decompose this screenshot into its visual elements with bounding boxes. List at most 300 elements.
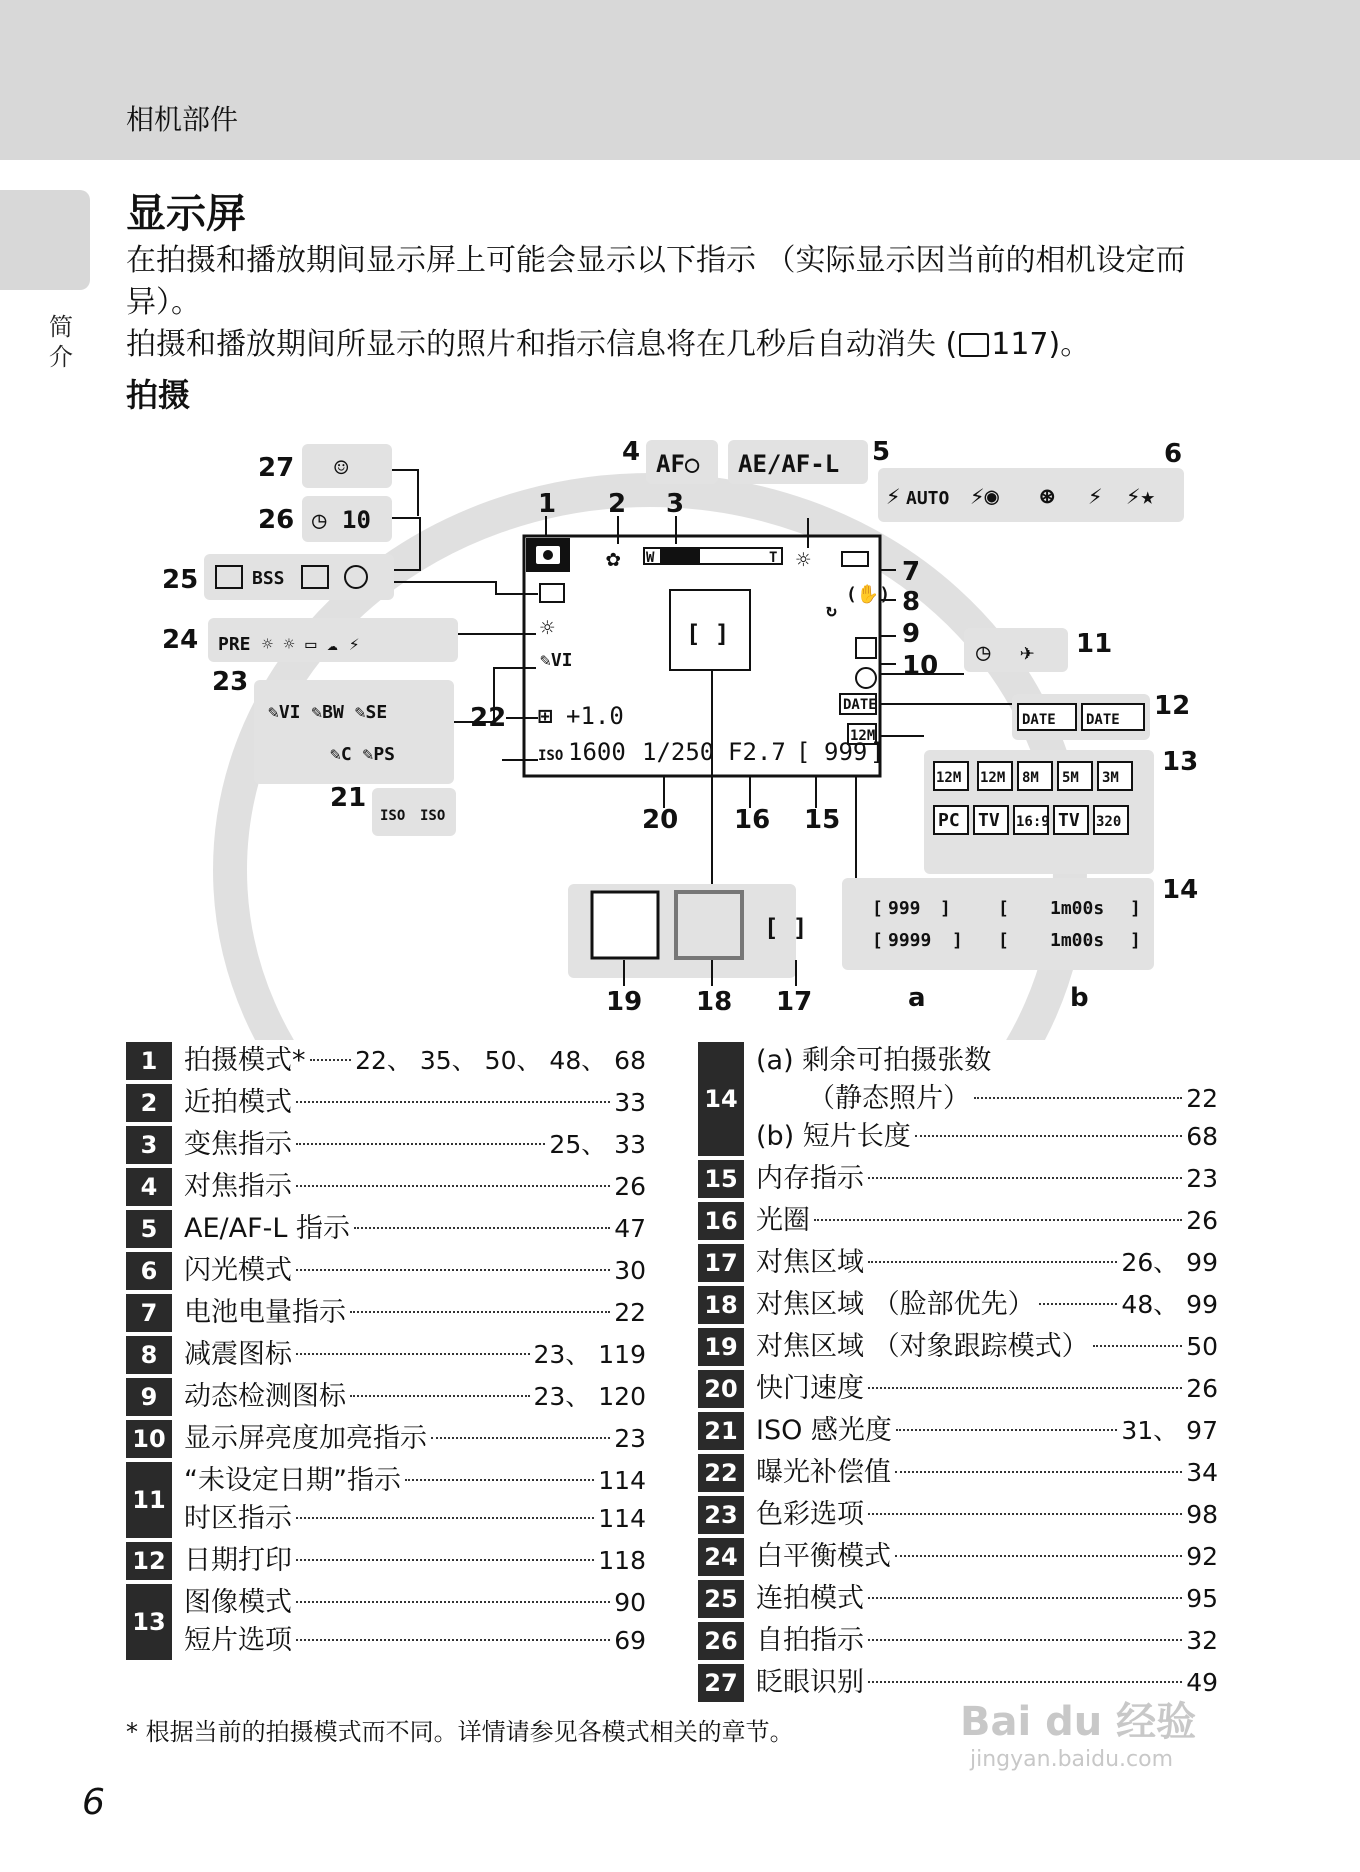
index-page-ref: 114 (598, 1466, 646, 1495)
index-line (184, 1378, 646, 1416)
index-label: 图像模式 (184, 1587, 292, 1618)
index-line (184, 1584, 646, 1622)
index-page-ref: 26、 99 (1121, 1248, 1218, 1277)
flash-auto-icon: ⚡ (886, 482, 901, 510)
dot-leader (296, 1559, 594, 1561)
index-entry-body (172, 1252, 646, 1290)
svg-text:W: W (646, 550, 655, 566)
index-number-badge: 3 (126, 1126, 172, 1164)
index-entry-body (172, 1584, 646, 1660)
dot-leader (296, 1353, 530, 1355)
index-line (756, 1454, 1218, 1492)
svg-text:24: 24 (162, 625, 199, 655)
time-zone-icon: ✈ (1020, 638, 1035, 666)
index-label: (a) 剩余可拍摄张数 (756, 1045, 992, 1076)
index-number-badge: 15 (698, 1160, 744, 1198)
index-number-badge: 24 (698, 1538, 744, 1576)
index-label: 对焦区域 （脸部优先） (756, 1289, 1035, 1320)
flash-auto-label: AUTO (906, 488, 950, 509)
index-line (184, 1210, 646, 1248)
index-row (126, 1542, 646, 1580)
index-number-badge: 23 (698, 1496, 744, 1534)
dot-leader (868, 1177, 1182, 1179)
index-page-ref: 26 (1186, 1206, 1218, 1235)
movie-length-internal: 1m00s (1050, 898, 1105, 919)
index-label: 光圈 (756, 1205, 810, 1236)
camera-mode-icon (526, 538, 570, 572)
index-entry-body (744, 1622, 1218, 1660)
index-label: 对焦区域 （对象跟踪模式） (756, 1331, 1089, 1362)
index-label: 自拍指示 (756, 1625, 864, 1656)
index-page-ref: 30 (614, 1256, 646, 1285)
svg-text:6: 6 (1164, 439, 1183, 469)
index-line (184, 1542, 646, 1580)
index-line (756, 1622, 1218, 1660)
dot-leader (868, 1513, 1182, 1515)
dot-leader (974, 1097, 1182, 1099)
dot-leader (915, 1135, 1182, 1137)
dot-leader (895, 1471, 1182, 1473)
image-mode-option: 12M (980, 770, 1006, 786)
shooting-subhead: 拍摄 (126, 376, 191, 414)
index-number-badge: 6 (126, 1252, 172, 1290)
movie-options (934, 806, 1128, 834)
book-ref-icon (959, 333, 989, 357)
index-label: 近拍模式 (184, 1087, 292, 1118)
index-entry-body (172, 1168, 646, 1206)
index-number-badge: 20 (698, 1370, 744, 1408)
focus-indicator-symbol: AF○ (656, 450, 700, 478)
index-label: 快门速度 (756, 1373, 864, 1404)
index-row (126, 1084, 646, 1122)
svg-text:]: ] (1130, 898, 1141, 919)
index-row (126, 1252, 646, 1290)
index-page-ref: 23 (614, 1424, 646, 1453)
intro-text (126, 240, 1236, 366)
movie-option: 16:9 (1016, 814, 1050, 830)
index-page-ref: 69 (614, 1626, 646, 1655)
index-line (756, 1412, 1218, 1450)
index-entry-body (172, 1126, 646, 1164)
dot-leader (868, 1597, 1182, 1599)
index-line (756, 1244, 1218, 1282)
index-row (126, 1336, 646, 1374)
svg-text:[: [ (998, 898, 1009, 919)
index-page-ref: 31、 97 (1121, 1416, 1218, 1445)
index-page-ref: 22 (614, 1298, 646, 1327)
vr-icon: (✋) (846, 584, 891, 605)
movie-option: PC (938, 810, 960, 831)
image-mode-option: 8M (1022, 770, 1039, 786)
flash-slow-icon: ⚡★ (1126, 482, 1155, 510)
date-stamp-option-1: DATE (1022, 712, 1056, 728)
svg-text:15: 15 (804, 805, 841, 835)
intro-paragraph-1: 在拍摄和播放期间显示屏上可能会显示以下指示 （实际显示因当前的相机设定而异）。 (126, 243, 1186, 320)
intro-paragraph-2 (126, 324, 1236, 366)
page-number: 6 (82, 1782, 105, 1823)
svg-text:[: [ (872, 930, 883, 951)
flash-fill-icon: ⚡ (1088, 482, 1103, 510)
white-balance-icon: ☼ (540, 614, 555, 642)
index-line (184, 1462, 646, 1500)
index-page-ref: 50 (1186, 1332, 1218, 1361)
dot-leader (431, 1437, 610, 1439)
index-page-ref: 25、 33 (549, 1130, 646, 1159)
movie-option: TV (978, 810, 1000, 831)
index-line (184, 1168, 646, 1206)
svg-text:17: 17 (776, 987, 813, 1017)
index-row (126, 1294, 646, 1332)
dot-leader (350, 1395, 530, 1397)
index-number-badge: 21 (698, 1412, 744, 1450)
svg-text:[: [ (872, 898, 883, 919)
index-page-ref: 22 (1186, 1084, 1218, 1113)
index-entry-body (172, 1542, 646, 1580)
svg-text:22: 22 (470, 703, 507, 733)
baidu-watermark (960, 1690, 1280, 1800)
index-label: 显示屏亮度加亮指示 (184, 1423, 427, 1454)
index-line (756, 1370, 1218, 1408)
dot-leader (296, 1517, 594, 1519)
index-row (126, 1126, 646, 1164)
index-number-badge: 14 (698, 1042, 744, 1156)
svg-text:8: 8 (902, 587, 921, 617)
blink-warning-icon: ☺ (334, 454, 349, 482)
dot-leader (895, 1555, 1182, 1557)
image-mode-options (934, 762, 1132, 790)
index-entry-body (744, 1580, 1218, 1618)
index-label: 连拍模式 (756, 1583, 864, 1614)
index-entry-body (744, 1244, 1218, 1282)
index-line (756, 1042, 1218, 1080)
index-number-badge: 26 (698, 1622, 744, 1660)
index-entry-body (172, 1084, 646, 1122)
index-number-badge: 11 (126, 1462, 172, 1538)
flash-redeye-icon: ⚡◉ (970, 482, 999, 510)
index-row (698, 1454, 1218, 1492)
index-entry-body (172, 1420, 646, 1458)
index-line (756, 1328, 1218, 1366)
flash-status-icon: ☼ (796, 546, 811, 574)
index-number-badge: 12 (126, 1542, 172, 1580)
date-stamp-icon: DATE (843, 697, 877, 713)
index-label: 时区指示 (184, 1503, 292, 1534)
index-row (698, 1244, 1218, 1282)
index-entry-body (744, 1370, 1218, 1408)
index-label: 闪光模式 (184, 1255, 292, 1286)
index-entry-body (172, 1462, 646, 1538)
index-entry-body (744, 1454, 1218, 1492)
svg-text:12: 12 (1154, 691, 1191, 721)
index-number-badge: 5 (126, 1210, 172, 1248)
index-label: 拍摄模式* (184, 1045, 306, 1076)
svg-text:T: T (769, 550, 778, 566)
date-stamp-option-2: DATE (1086, 712, 1120, 728)
svg-text:26: 26 (258, 505, 295, 535)
index-label: 动态检测图标 (184, 1381, 346, 1412)
index-row (126, 1462, 646, 1538)
index-line (756, 1496, 1218, 1534)
index-line (184, 1622, 646, 1660)
svg-text:2: 2 (608, 489, 627, 519)
display-diagram (0, 420, 1360, 1040)
image-mode-icon: 12M (850, 728, 876, 744)
index-number-badge: 4 (126, 1168, 172, 1206)
remaining-frames-card: 9999 (888, 930, 932, 951)
index-line (184, 1252, 646, 1290)
index-page-ref: 98 (1186, 1500, 1218, 1529)
svg-text:27: 27 (258, 453, 295, 483)
svg-text:[ ]: [ ] (686, 620, 730, 648)
index-page-ref: 114 (598, 1504, 646, 1533)
index-right-column (698, 1042, 1218, 1706)
intro-paragraph-2-ref: 117)。 (991, 327, 1091, 362)
index-number-badge: 18 (698, 1286, 744, 1324)
index-page-ref: 26 (1186, 1374, 1218, 1403)
index-entry-body (172, 1378, 646, 1416)
index-row (126, 1168, 646, 1206)
section-title: 显示屏 (126, 191, 246, 237)
index-entry-body (744, 1328, 1218, 1366)
subject-tracking-frame (592, 892, 658, 958)
svg-text:20: 20 (642, 805, 679, 835)
index-entry-body (744, 1160, 1218, 1198)
index-label: 曝光补偿值 (756, 1457, 891, 1488)
index-page-ref: 48、 99 (1121, 1290, 1218, 1319)
sublabel-b: b (1070, 983, 1089, 1013)
dot-leader (868, 1639, 1182, 1641)
svg-text:10: 10 (902, 651, 939, 681)
index-line (184, 1500, 646, 1538)
index-row (126, 1420, 646, 1458)
index-label: 眨眼识别 (756, 1667, 864, 1698)
index-page-ref: 47 (614, 1214, 646, 1243)
index-entry-body (744, 1286, 1218, 1324)
dot-leader (354, 1227, 610, 1229)
dot-leader (868, 1261, 1117, 1263)
index-page-ref: 23、 120 (533, 1382, 646, 1411)
footnote: * 根据当前的拍摄模式而不同。详情请参见各模式相关的章节。 (126, 1718, 794, 1746)
svg-text:19: 19 (606, 987, 643, 1017)
svg-text:]: ] (1130, 930, 1141, 951)
index-label: 变焦指示 (184, 1129, 292, 1160)
index-label: AE/AF-L 指示 (184, 1213, 350, 1244)
sublabel-a: a (908, 983, 926, 1013)
index-number-badge: 1 (126, 1042, 172, 1080)
index-number-badge: 10 (126, 1420, 172, 1458)
index-left-column (126, 1042, 646, 1664)
movie-option: 320 (1096, 814, 1122, 830)
index-number-badge: 9 (126, 1378, 172, 1416)
svg-text:21: 21 (330, 783, 367, 813)
index-label: 对焦指示 (184, 1171, 292, 1202)
index-entry-body (744, 1202, 1218, 1240)
index-row (698, 1538, 1218, 1576)
index-label: 减震图标 (184, 1339, 292, 1370)
index-entry-body (744, 1042, 1218, 1156)
aperture-value: F2.7 (728, 738, 786, 766)
watermark-brand: Bai du 经验 (960, 1699, 1197, 1745)
index-label: 白平衡模式 (756, 1541, 891, 1572)
index-page-ref: 95 (1186, 1584, 1218, 1613)
dot-leader (310, 1059, 352, 1061)
index-page-ref: 34 (1186, 1458, 1218, 1487)
dot-leader (296, 1601, 610, 1603)
index-row (698, 1202, 1218, 1240)
index-row (698, 1622, 1218, 1660)
header-title: 相机部件 (126, 103, 239, 136)
color-option-icon: ✎VI (540, 650, 573, 671)
index-line (184, 1126, 646, 1164)
color-option-icons-row1: ✎VI ✎BW ✎SE (268, 702, 388, 723)
index-label: 色彩选项 (756, 1499, 864, 1530)
dot-leader (350, 1311, 610, 1313)
index-number-badge: 2 (126, 1084, 172, 1122)
remaining-value: 999 (824, 738, 868, 766)
index-entry-body (172, 1210, 646, 1248)
index-label: ISO 感光度 (756, 1415, 892, 1446)
svg-text:16: 16 (734, 805, 771, 835)
image-mode-option: 12M (936, 770, 962, 786)
index-line (184, 1294, 646, 1332)
index-page-ref: 22、 35、 50、 48、 68 (355, 1046, 646, 1075)
dot-leader (296, 1185, 610, 1187)
iso-label-icon: ISO (538, 748, 564, 764)
ae-af-lock-label: AE/AF-L (738, 450, 840, 478)
index-row (698, 1160, 1218, 1198)
index-row (698, 1580, 1218, 1618)
self-timer-value: 10 (342, 506, 371, 534)
index-page-ref: 90 (614, 1588, 646, 1617)
intro-paragraph-2-text: 拍摄和播放期间所显示的照片和指示信息将在几秒后自动消失 ( (126, 327, 958, 362)
index-number-badge: 17 (698, 1244, 744, 1282)
index-line (756, 1118, 1218, 1156)
svg-text:3: 3 (666, 489, 685, 519)
svg-text:]: ] (952, 930, 963, 951)
dot-leader (1039, 1303, 1118, 1305)
index-entry-body (744, 1496, 1218, 1534)
index-page-ref: 92 (1186, 1542, 1218, 1571)
index-entry-body (744, 1538, 1218, 1576)
focus-bracket-icon: [ ] (764, 914, 808, 942)
index-page-ref: 49 (1186, 1668, 1218, 1697)
exposure-comp-icon: ⊞ (538, 702, 553, 730)
index-label: （静态照片） (808, 1083, 970, 1114)
svg-text:25: 25 (162, 565, 199, 595)
image-mode-option: 5M (1062, 770, 1079, 786)
index-label: 短片选项 (184, 1625, 292, 1656)
svg-text:9: 9 (902, 619, 921, 649)
index-number-badge: 19 (698, 1328, 744, 1366)
svg-text:11: 11 (1076, 629, 1113, 659)
index-entry-body (744, 1412, 1218, 1450)
svg-text:[: [ (796, 738, 811, 766)
dot-leader (814, 1219, 1182, 1221)
chapter-tab (0, 190, 90, 290)
self-timer-icon: ◷ (312, 506, 327, 534)
dot-leader (868, 1681, 1182, 1683)
dot-leader (1093, 1345, 1183, 1347)
index-line (756, 1080, 1218, 1118)
index-line (756, 1202, 1218, 1240)
svg-text:]: ] (870, 738, 885, 766)
index-row (126, 1210, 646, 1248)
index-number-badge: 16 (698, 1202, 744, 1240)
index-label: 日期打印 (184, 1545, 292, 1576)
index-page-ref: 33 (614, 1088, 646, 1117)
index-line (184, 1042, 646, 1080)
remaining-frames-internal: 999 (888, 898, 921, 919)
index-number-badge: 8 (126, 1336, 172, 1374)
index-number-badge: 7 (126, 1294, 172, 1332)
index-page-ref: 26 (614, 1172, 646, 1201)
flash-off-icon: ⊛ (1040, 482, 1055, 510)
index-entry-body (172, 1336, 646, 1374)
dot-leader (296, 1101, 610, 1103)
index-line (184, 1084, 646, 1122)
index-line (756, 1580, 1218, 1618)
dot-leader (296, 1639, 610, 1641)
index-page-ref: 23 (1186, 1164, 1218, 1193)
index-row (698, 1286, 1218, 1324)
index-row (698, 1328, 1218, 1366)
index-page-ref: 23、 119 (533, 1340, 646, 1369)
svg-text:7: 7 (902, 557, 921, 587)
motion-detect-icon: ↻ (826, 600, 837, 621)
index-row (698, 1370, 1218, 1408)
index-label: “未设定日期”指示 (184, 1465, 401, 1496)
movie-length-card: 1m00s (1050, 930, 1105, 951)
index-label: 内存指示 (756, 1163, 864, 1194)
svg-text:18: 18 (696, 987, 733, 1017)
index-entry-body (172, 1042, 646, 1080)
exposure-comp-value: +1.0 (566, 702, 624, 730)
index-line (756, 1286, 1218, 1324)
watermark-url: jingyan.baidu.com (970, 1747, 1174, 1772)
dot-leader (296, 1269, 610, 1271)
index-row (126, 1584, 646, 1660)
dot-leader (868, 1387, 1182, 1389)
index-line (756, 1538, 1218, 1576)
index-label: (b) 短片长度 (756, 1121, 911, 1152)
index-number-badge: 27 (698, 1664, 744, 1702)
bss-icon: BSS (252, 568, 285, 589)
color-option-icons-row2: ✎C ✎PS (330, 744, 396, 765)
dot-leader (405, 1479, 594, 1481)
index-row (698, 1496, 1218, 1534)
index-row (126, 1378, 646, 1416)
svg-text:14: 14 (1162, 875, 1199, 905)
image-mode-option: 3M (1102, 770, 1119, 786)
wb-preset-label: PRE (218, 634, 251, 655)
index-label: 对焦区域 (756, 1247, 864, 1278)
index-row (126, 1042, 646, 1080)
index-page-ref: 68 (1186, 1122, 1218, 1151)
clock-icon: ◷ (976, 638, 991, 666)
index-row (698, 1042, 1218, 1156)
index-line (184, 1420, 646, 1458)
index-row (698, 1412, 1218, 1450)
chapter-label: 简介 (49, 313, 73, 371)
wb-options-icons: ☼ ☼ ▭ ☁ ⚡ (262, 634, 360, 655)
index-page-ref: 32 (1186, 1626, 1218, 1655)
shutter-value: 1/250 (642, 738, 715, 766)
index-entry-body (172, 1294, 646, 1332)
macro-icon: ✿ (606, 544, 621, 572)
index-number-badge: 25 (698, 1580, 744, 1618)
index-line (756, 1160, 1218, 1198)
movie-option: TV (1058, 810, 1080, 831)
